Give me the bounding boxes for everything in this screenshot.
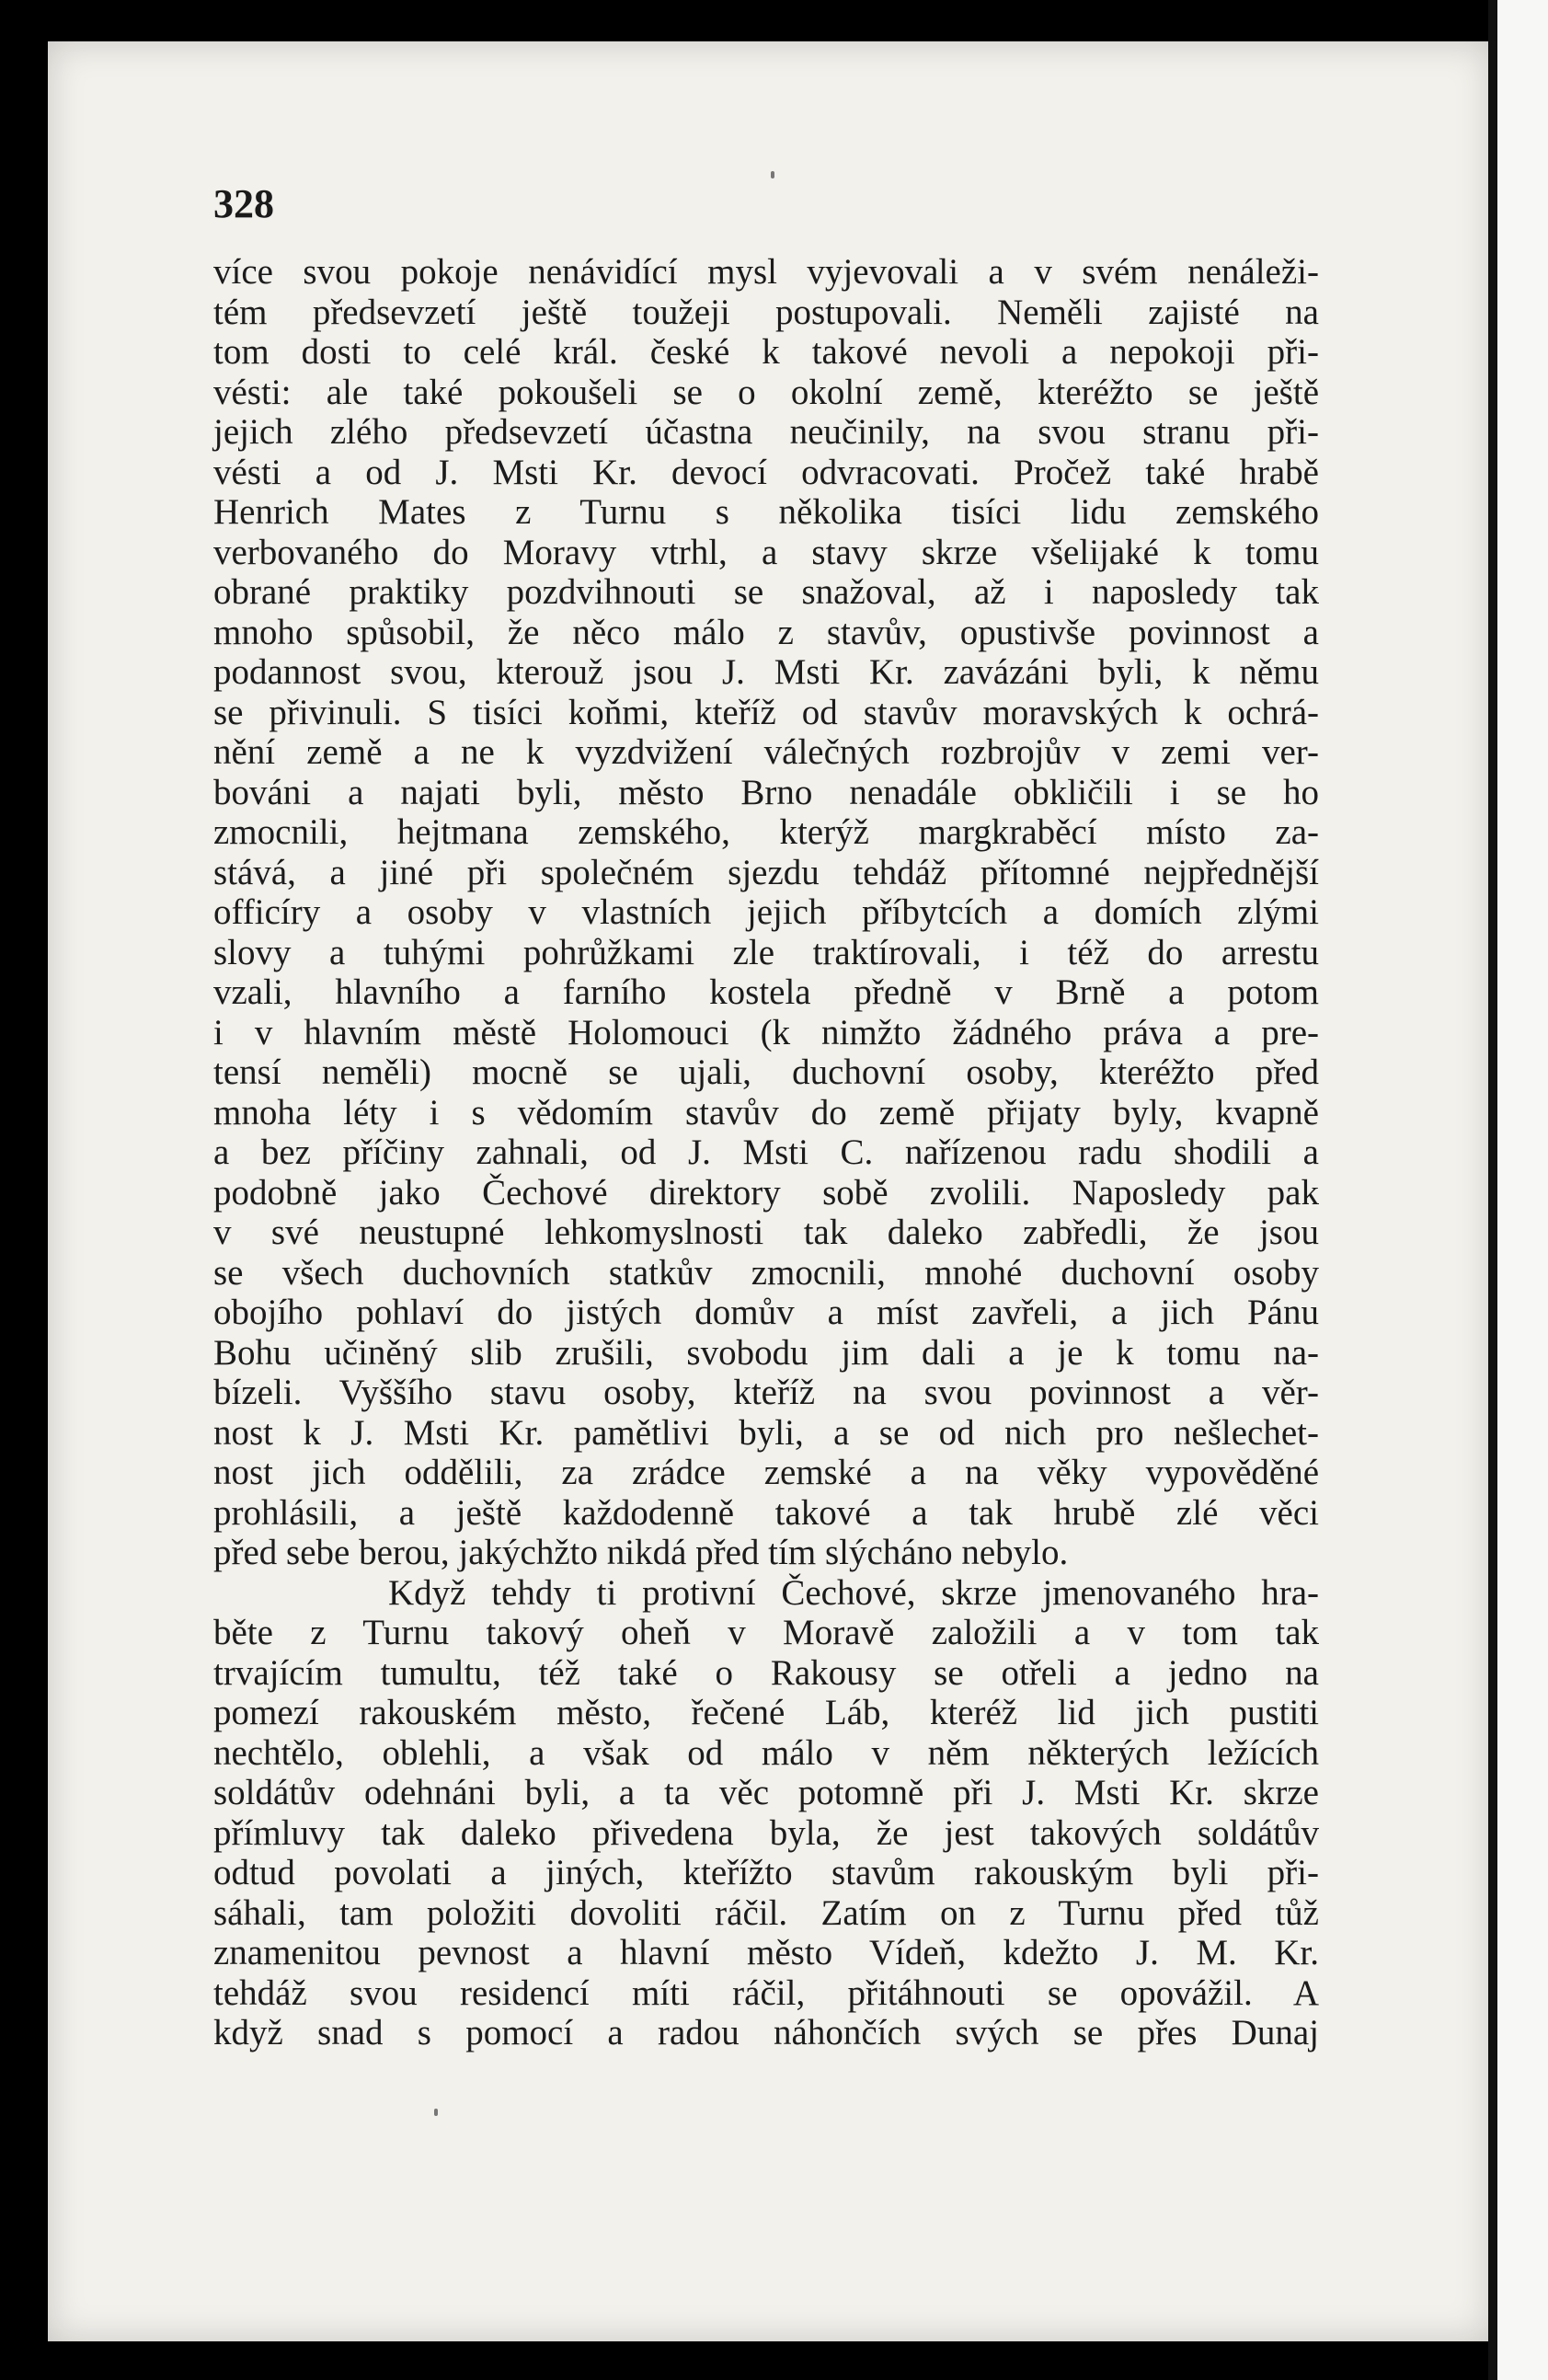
- text-line: i v hlavním městě Holomouci (k nimžto žádného práva a pre-: [213, 1012, 1319, 1052]
- text-line: podannost svou, kterouž jsou J. Msti Kr. zavázáni byli, k němu: [213, 652, 1319, 692]
- scan-edge: [1488, 0, 1497, 2380]
- text-line: slovy a tuhými pohrůžkami zle traktírovali, i též do arrestu: [213, 932, 1319, 972]
- text-line: mnoha léty i s vědomím stavův do země přijaty byly, kvapně: [213, 1092, 1319, 1133]
- text-line: bízeli. Vyššího stavu osoby, kteříž na svou povinnost a věr-: [213, 1373, 1319, 1412]
- text-line: obojího pohlaví do jistých domův a míst zavřeli, a jich Pánu: [213, 1293, 1319, 1332]
- text-line: vésti a od J. Msti Kr. devocí odvracovati. Pročež také hrabě: [213, 452, 1319, 492]
- text-line: tém předsevzetí ještě toužeji postupovali. Neměli zajisté na: [213, 292, 1319, 332]
- text-line: obrané praktiky pozdvihnouti se snažoval, až i naposledy tak: [213, 572, 1319, 612]
- page-number: 328: [213, 181, 274, 226]
- text-line: více svou pokoje nenávidící mysl vyjevovali a v svém nenáleži-: [213, 252, 1319, 292]
- text-line: pomezí rakouském město, řečené Láb, kteréž lid jich pustiti: [213, 1693, 1319, 1732]
- paper-speck: [771, 171, 774, 178]
- text-line: Když tehdy ti protivní Čechové, skrze jmenovaného hra-: [388, 1572, 1319, 1613]
- text-line: nechtělo, oblehli, a však od málo v něm některých ležících: [213, 1732, 1319, 1773]
- text-line: officíry a osoby v vlastních jejich příbytcích a domích zlými: [213, 892, 1319, 932]
- text-line: když snad s pomocí a radou náhončích svých se přes Dunaj: [213, 2013, 1319, 2052]
- text-line: bováni a najati byli, město Brno nenadále obkličili i se ho: [213, 772, 1319, 812]
- text-line: jejich zlého předsevzetí účastna neučinily, na svou stranu při-: [213, 412, 1319, 452]
- paper-speck: [434, 2109, 438, 2116]
- text-line: Henrich Mates z Turnu s několika tisíci lidu zemského: [213, 492, 1319, 532]
- text-line: tensí neměli) mocně se ujali, duchovní osoby, kteréžto před: [213, 1052, 1319, 1092]
- text-line: se přivinuli. S tisíci koňmi, kteříž od stavův moravských k ochrá-: [213, 692, 1319, 732]
- text-line: nost k J. Msti Kr. pamětlivi byli, a se od nich pro nešlechet-: [213, 1412, 1319, 1453]
- text-line: se všech duchovních statkův zmocnili, mnohé duchovní osoby: [213, 1252, 1319, 1293]
- text-line: odtud povolati a jiných, kteřížto stavům rakouským byli při-: [213, 1853, 1319, 1892]
- text-line: vzali, hlavního a farního kostela předně v Brně a potom: [213, 972, 1319, 1012]
- text-line: přímluvy tak daleko přivedena byla, že jest takových soldátův: [213, 1812, 1319, 1853]
- text-line: sáhali, tam položiti dovoliti ráčil. Zatím on z Turnu před tůž: [213, 1892, 1319, 1933]
- body-text: [213, 252, 1319, 2053]
- text-line: tehdáž svou residencí míti ráčil, přitáhnouti se opovážil. A: [213, 1972, 1319, 2013]
- text-line: v své neustupné lehkomyslnosti tak daleko zabředli, že jsou: [213, 1213, 1319, 1252]
- text-line: vésti: ale také pokoušeli se o okolní země, kteréžto se ještě: [213, 372, 1319, 412]
- text-line: trvajícím tumultu, též také o Rakousy se otřeli a jedno na: [213, 1652, 1319, 1693]
- text-line: mnoho spůsobil, že něco málo z stavův, opustivše povinnost a: [213, 612, 1319, 652]
- text-line: běte z Turnu takový oheň v Moravě založili a v tom tak: [213, 1613, 1319, 1652]
- text-line: verbovaného do Moravy vtrhl, a stavy skrze všelijaké k tomu: [213, 532, 1319, 572]
- scan-margin: [1497, 0, 1548, 2380]
- text-line: stává, a jiné při společném sjezdu tehdáž přítomné nejpřednější: [213, 852, 1319, 892]
- text-line: Bohu učiněný slib zrušili, svobodu jim dali a je k tomu na-: [213, 1332, 1319, 1373]
- text-line: prohlásili, a ještě každodenně takové a tak hrubě zlé věci: [213, 1492, 1319, 1533]
- text-line: podobně jako Čechové direktory sobě zvolili. Naposledy pak: [213, 1172, 1319, 1213]
- text-line: soldátův odehnáni byli, a ta věc potomně při J. Msti Kr. skrze: [213, 1773, 1319, 1812]
- text-line: zmocnili, hejtmana zemského, kterýž margkraběcí místo za-: [213, 812, 1319, 852]
- text-line: a bez příčiny zahnali, od J. Msti C. nařízenou radu shodili a: [213, 1133, 1319, 1172]
- text-line: tom dosti to celé král. české k takové nevoli a nepokoji při-: [213, 332, 1319, 372]
- text-line: nost jich oddělili, za zrádce zemské a na věky vypověděné: [213, 1453, 1319, 1492]
- text-line: nění země a ne k vyzdvižení válečných rozbrojův v zemi ver-: [213, 732, 1319, 772]
- text-line: před sebe berou, jakýchžto nikdá před tím slýcháno nebylo.: [213, 1533, 1069, 1572]
- text-line: znamenitou pevnost a hlavní město Vídeň, kdežto J. M. Kr.: [213, 1933, 1319, 1972]
